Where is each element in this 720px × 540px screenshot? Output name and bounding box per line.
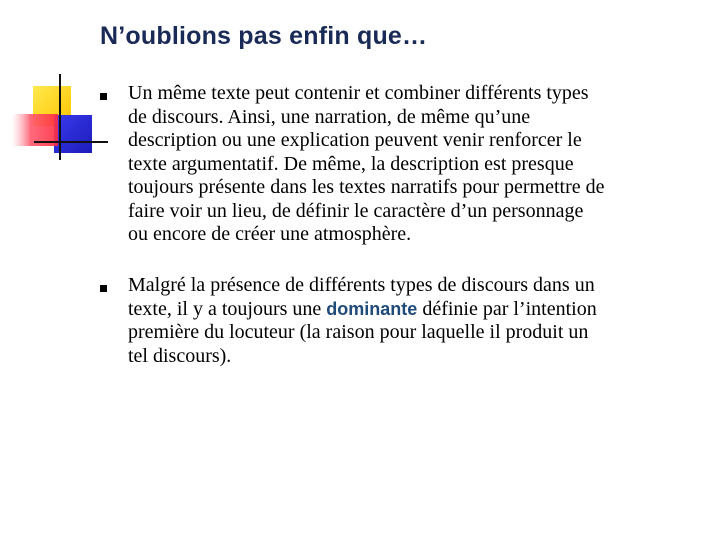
paragraph-2-text-start: Malgré la présence de différents types de discours dans un texte, il y a toujours une	[128, 274, 595, 320]
paragraph-1: Un même texte peut contenir et combiner différents types de discours. Ainsi, une narration, de même qu’une description ou une explication peuvent venir renforcer le texte argumentatif. De même, la description est presque toujours présente dans les textes narratifs pour permettre de faire voir un lieu, de définir le caractère d’un personnage ou encore de créer une atmosphère.	[128, 82, 605, 245]
bullet-marker	[100, 285, 107, 292]
bullet-marker	[100, 93, 107, 100]
paragraph-2	[128, 274, 708, 368]
slide-title: N’oublions pas enfin que…	[100, 22, 428, 50]
emphasis-dominante: dominante	[326, 298, 418, 319]
paragraph-2-text-end: définie par l’intention première du locuteur (la raison pour laquelle il produit un tel discours).	[128, 297, 597, 367]
decorative-squares-graphic	[0, 0, 110, 170]
